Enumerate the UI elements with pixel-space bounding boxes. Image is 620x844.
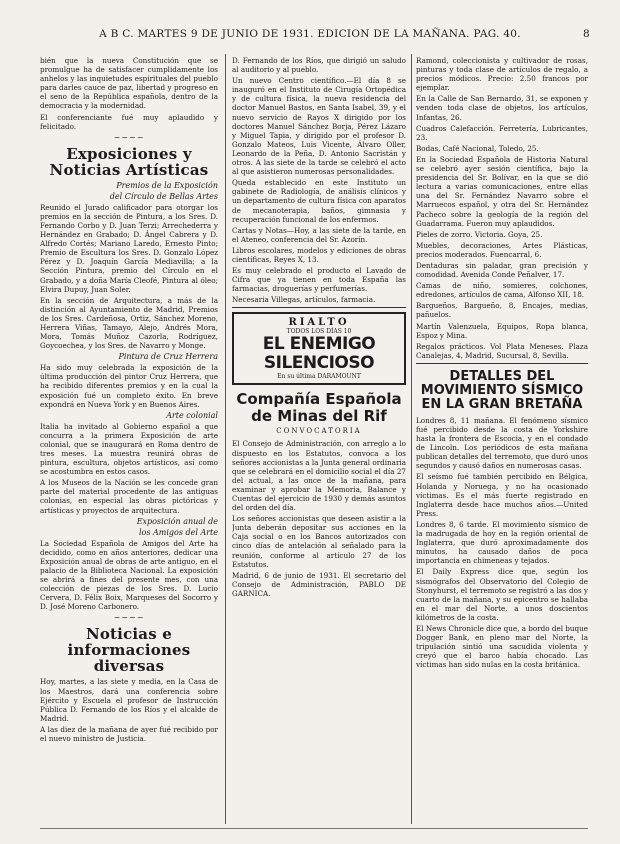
section-heading-noticias: Noticias e informaciones diversas bbox=[67, 625, 191, 676]
column-3 bbox=[416, 56, 588, 826]
article-paragraph: Ramond, coleccionista y cultivador de rosas, pinturas y toda clase de artículos de regalo, a precios módicos. Precio: 2.50 francos por ejemplar. bbox=[416, 56, 588, 93]
company-heading: Compañía Española de Minas del Rif bbox=[236, 390, 402, 426]
article-paragraph: Ha sido muy celebrada la exposición de la última producción del pintor Cruz Herrera, que ha recibido diferentes premios y en la cual la exposición fué un completo éxito. En breve expondrá en Nueva York y en Buenos Aires. bbox=[40, 363, 218, 409]
classified-ad: Dentaduras sin paladar, gran precisión y comodidad. Avenida Conde Peñalver, 17. bbox=[416, 260, 588, 280]
ornament-divider: ~~~~ bbox=[113, 613, 145, 623]
article-paragraph: Londres 8, 11 mañana. El fenómeno sísmico fué percibido desde la costa de Yorkshire hasta la frontera de Escocia, y en el condado de Lincoln. Los periódicos de esta mañana publican detalles del terremoto, que duró unos segundos y causó daños en numerosas casas. bbox=[416, 415, 588, 471]
article-paragraph: bién que la nueva Constitución que se promulgue ha de satisfacer cumplidamente los anhelos y las inquietudes espirituales del pueblo para darles cauce de paz, libertad y progreso en el seno de la República española, dentro de la democracia y la modernidad. bbox=[40, 56, 218, 111]
section-heading-sismo: DETALLES DEL MOVIMIENTO SÍSMICO EN LA GRAN BRETAÑA bbox=[420, 368, 584, 412]
article-paragraph: Cartas y Notas—Hoy, a las siete de la tarde, en el Ateneo, conferencia del Sr. Azorín. bbox=[232, 225, 406, 244]
divider bbox=[416, 363, 588, 364]
column-1 bbox=[40, 56, 218, 826]
classified-ad: Muebles, decoraciones, Artes Plásticas, precios moderados. Fuencarral, 6. bbox=[416, 240, 588, 259]
article-paragraph: El Daily Express dice que, según los sismógrafos del Observatorio del Colegio de Stonyhurst, el terremoto se registró a las dos y cuarto de la mañana, y su epicentro se hallaba en el mar del Norte, a unos doscientos kilómetros de la costa. bbox=[416, 567, 588, 622]
page-footer-rule bbox=[40, 828, 588, 835]
article-paragraph: D. Fernando de los Ríos, que dirigió un saludo al auditorio y al pueblo. bbox=[232, 56, 406, 75]
article-paragraph: En la sección de Arquitectura, a más de la distinción al Ayuntamiento de Madrid, Premios de los Sres. Cardeñosa, Ortiz, Sánchez Moreno, Herrera Viñas, Tamayo, Alejo, Andrés Mora, Mora, Tomás Muñoz Cazorla, Rodríguez, Goycoechea, y los Sres. de Navarro y Monge. bbox=[40, 295, 218, 351]
article-paragraph: Madrid, 6 de junio de 1931. El secretario del Consejo de Administración, PABLO DE GARNICA. bbox=[232, 570, 406, 598]
article-paragraph: Queda establecido en este Instituto un gabinete de Radiología, de análisis clínicos y un departamento de cultura física con aparatos de mecanoterapia, baños, gimnasia y recuperación funcional de los enfermos. bbox=[232, 178, 406, 224]
subheading: Exposición anual de bbox=[136, 516, 218, 526]
article-paragraph: Es muy celebrado el producto el Lavado de Cifra que ya tienen en toda España las farmacias, droguerías y perfumerías. bbox=[232, 266, 406, 294]
subheading: Premios de la Exposición bbox=[116, 180, 218, 190]
classified-ad: Bodas, Café Nacional, Toledo, 25. bbox=[416, 143, 539, 153]
convocatoria-label: CONVOCATORIA bbox=[276, 427, 362, 436]
ornament-divider: ~~~~ bbox=[113, 132, 145, 142]
divider bbox=[232, 307, 406, 308]
article-paragraph: Necesaria Villegas, artículos, farmacia. bbox=[232, 295, 376, 305]
classified-ad: Cuadros Calefacción. Ferretería, Lubricantes, 23. bbox=[416, 123, 588, 142]
subheading: los Amigos del Arte bbox=[138, 527, 218, 537]
ad-line: TODOS LOS DÍAS 10 bbox=[286, 328, 352, 336]
article-paragraph: El News Chronicle dice que, a bordo del buque Dogger Bank, en pleno mar del Norte, la tripulación sintió una sacudida violenta y creyó que el barco había chocado. Las víctimas han sido nulas en la costa británica. bbox=[416, 623, 588, 670]
column-2 bbox=[232, 56, 406, 826]
article-paragraph: El conferenciante fué muy aplaudido y felicitado. bbox=[40, 112, 218, 131]
article-paragraph: Un nuevo Centro científico.—El día 8 se inauguró en el Instituto de Cirugía Ortopédica y de cultura física, la nueva residencia del doctor Manuel Bastos, en Santa Isabel, 39, y el nuevo servicio de Rayos X dirigido por los doctores Manuel Sánchez Borja, Pérez Lázaro y Miguel Tapia, y dirigido por el profesor D. Gonzalo Mateos, Luis Vicente, Álvaro Oller, Leonardo de la Peña, D. Antonio Sacristán y otros. A las siete de la tarde se celebró el acto al que asistieron numerosas personalidades. bbox=[232, 76, 406, 177]
article-paragraph: La Sociedad Española de Amigos del Arte ha decidido, como en años anteriores, dedicar una Exposición anual de obras de arte antiguo, en el palacio de la Biblioteca Nacional. La exposición se abrirá a fines del presente mes, con una colección de piezas de los Sres. D. Lucio Cervera, D. Félix Boix, Marqueses del Socorro y D. José Moreno Carbonero. bbox=[40, 538, 218, 612]
page-header bbox=[40, 28, 590, 44]
article-paragraph: En la Sociedad Española de Historia Natural se celebró ayer sesión científica, bajo la presidencia del Sr. Bolívar, en la que se dió lectura a varias comunicaciones, entre ellas una del Sr. Fernández Navarro sobre el Marruecos español, y otra del Sr. Hernández Pacheco sobre la geología de la región del Guadarrama. Fueron muy aplaudidos. bbox=[416, 154, 588, 228]
article-paragraph: Hoy, martes, a las siete y media, en la Casa de los Maestros, dará una conferencia sobre Ejército y Escuela el profesor de Instrucción Pública D. Fernando de los Ríos y el alcalde de Madrid. bbox=[40, 677, 218, 723]
article-paragraph: El Consejo de Administración, con arreglo a lo dispuesto en los Estatutos, convoca a los señores accionistas a la Junta general ordinaria que se celebrará en el domicilio social el día 27 del actual, a las once de la mañana, para examinar y aprobar la Memoria, Balance y Cuentas del ejercicio de 1930 y demás asuntos del orden del día. bbox=[232, 439, 406, 513]
classified-ad: Regalos prácticos. Vol Plata Meneses. Plaza Canalejas, 4, Madrid, Sucursal, 8, Sevilla. bbox=[416, 341, 588, 360]
page-mark: 8 bbox=[583, 28, 590, 40]
ad-line: En su última DARAMOUNT bbox=[277, 373, 361, 381]
article-paragraph: A las diez de la mañana de ayer fué recibido por el nuevo ministro de Justicia. bbox=[40, 724, 218, 743]
section-heading-exposiciones: Exposiciones y Noticias Artísticas bbox=[49, 144, 209, 179]
ad-film-title: EL ENEMIGO SILENCIOSO bbox=[262, 334, 376, 374]
article-paragraph: El seísmo fué también percibido en Bélgica, Holanda y Noruega, y no ha ocasionado víctimas. Es el más fuerte registrado en Inglaterra desde hace muchos años.—United Press. bbox=[416, 472, 588, 518]
column-rule-right bbox=[411, 54, 412, 824]
subheading: Pintura de Cruz Herrera bbox=[118, 352, 218, 362]
classified-ad: Pieles de zorro. Victoria. Goya, 25. bbox=[416, 229, 543, 239]
article-paragraph: En la Calle de San Bernardo, 31, se exponen y venden toda clase de objetos, los artículos, Infantas, 26. bbox=[416, 94, 588, 122]
column-rule-left bbox=[225, 54, 226, 824]
article-paragraph: Libros escolares, modelos y ediciones de obras científicas, Reyes X, 13. bbox=[232, 245, 406, 264]
header-text: A B C. MARTES 9 DE JUNIO DE 1931. EDICION DE LA MAÑANA. PAG. 40. bbox=[99, 28, 521, 40]
classified-ad: Camas de niño, somieres, colchones, edredones, artículos de cama, Alfonso XII, 18. bbox=[416, 281, 588, 300]
cinema-advertisement bbox=[232, 312, 406, 385]
article-paragraph: Los señores accionistas que deseen asistir a la Junta deberán depositar sus acciones en la Caja social o en los Bancos autorizados con cinco días de antelación al señalado para la reunión, conforme al artículo 27 de los Estatutos. bbox=[232, 514, 406, 569]
classified-ad: Martín Valenzuela, Equipos, Ropa blanca, Espoz y Mina. bbox=[416, 321, 588, 340]
ad-brand: RIALTO bbox=[288, 317, 350, 329]
article-paragraph: Londres 8, 6 tarde. El movimiento sísmico de la madrugada de hoy en la región oriental de Inglaterra, que duró aproximadamente dos minutos, ha causado daños de poca importancia en chimeneas y tejados. bbox=[416, 519, 588, 566]
article-paragraph: Reunido el Jurado calificador para otorgar los premios en la sección de Pintura, a los Sres. D. Fernando Corbo y D. Juan Terzi; Arrechederra y Hernández en Grabado; D. Ángel Cabrera y D. Alfredo Cortés; Mariano Laredo, Ernesto Pinto; Premio de Escultura los Sres. D. Gonzalo López Pérez y D. Joaquín García Mediavilla; a la Sección Pintura, premio del Círculo en el Grabado, y a doña María Cleofé, Pintura al óleo; Elvira Dupuy, Juan Soler. bbox=[40, 202, 218, 294]
classified-ad: Bargueños, Bargueño, 8, Encajes, medias, pañuelos. bbox=[416, 301, 588, 320]
article-paragraph: A los Museos de la Nación se les concede gran parte del material procedente de las antiguas colonias, en especial las obras pictóricas y artísticas y proyectos de arquitectura. bbox=[40, 478, 218, 515]
subheading: del Círculo de Bellas Artes bbox=[109, 191, 218, 201]
subheading: Arte colonial bbox=[166, 410, 218, 420]
article-paragraph: Italia ha invitado al Gobierno español a que concurra a la primera Exposición de arte colonial, que se inaugurará en Roma dentro de tres meses. La muestra reunirá obras de pintura, escultura, objetos artísticos, así como se acostumbra en estos casos. bbox=[40, 421, 218, 477]
